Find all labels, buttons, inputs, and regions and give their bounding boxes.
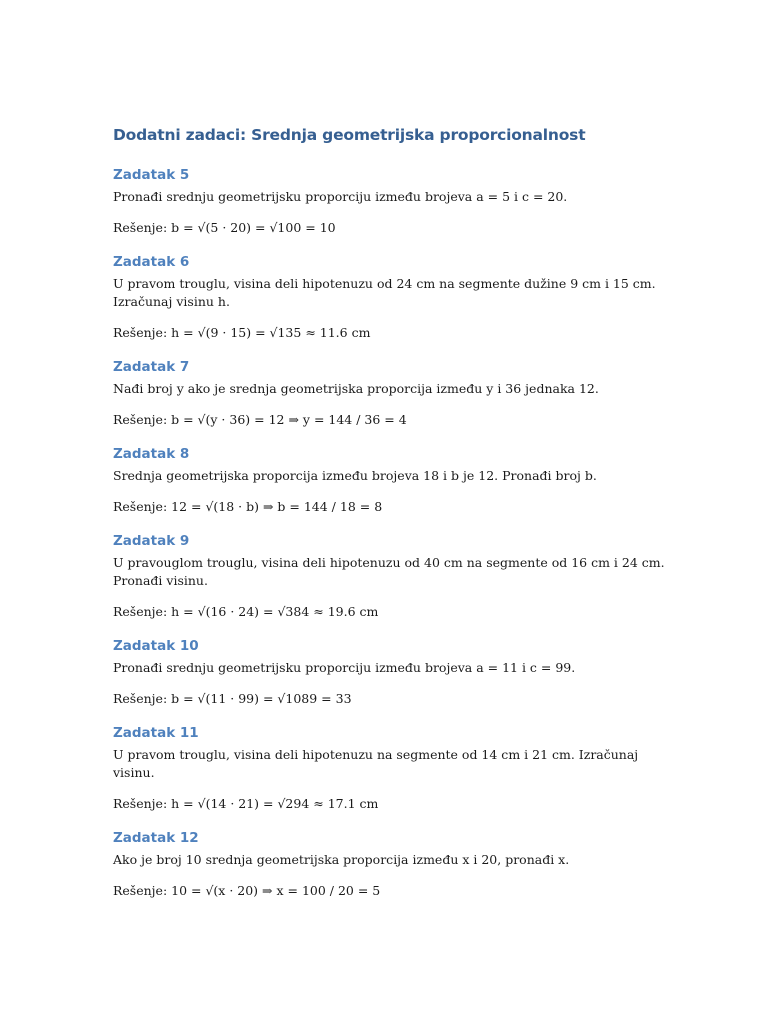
- task-heading: Zadatak 12: [113, 830, 199, 846]
- task-solution: Rešenje: b = √(y · 36) = 12 ⇒ y = 144 / 36 = 4: [113, 412, 407, 427]
- task-solution: Rešenje: h = √(14 · 21) = √294 ≈ 17.1 cm: [113, 796, 379, 811]
- task-6: [113, 253, 673, 342]
- document-body: [113, 124, 673, 916]
- task-solution: Rešenje: b = √(11 · 99) = √1089 = 33: [113, 691, 352, 706]
- task-text: Pronađi srednju geometrijsku proporciju između brojeva a = 11 i c = 99.: [113, 660, 576, 675]
- task-heading: Zadatak 10: [113, 638, 199, 654]
- task-solution: Rešenje: h = √(16 · 24) = √384 ≈ 19.6 cm: [113, 604, 379, 619]
- task-heading: Zadatak 5: [113, 167, 190, 183]
- task-heading: Zadatak 6: [113, 254, 190, 270]
- task-solution: Rešenje: 10 = √(x · 20) ⇒ x = 100 / 20 = 5: [113, 883, 381, 898]
- task-text: U pravom trouglu, visina deli hipotenuzu na segmente od 14 cm i 21 cm. Izračunaj visinu.: [113, 747, 639, 780]
- task-heading: Zadatak 7: [113, 359, 190, 375]
- task-text: U pravom trouglu, visina deli hipotenuzu od 24 cm na segmente dužine 9 cm i 15 cm. Izračunaj visinu h.: [113, 276, 656, 309]
- task-8: [113, 445, 673, 516]
- task-text: Pronađi srednju geometrijsku proporciju između brojeva a = 5 i c = 20.: [113, 189, 568, 204]
- task-11: [113, 724, 673, 813]
- task-heading: Zadatak 9: [113, 533, 190, 549]
- task-solution: Rešenje: h = √(9 · 15) = √135 ≈ 11.6 cm: [113, 325, 371, 340]
- task-10: [113, 637, 673, 708]
- task-text: U pravouglom trouglu, visina deli hipotenuzu od 40 cm na segmente od 16 cm i 24 cm. Pronađi visinu.: [113, 555, 665, 588]
- task-12: [113, 829, 673, 900]
- task-5: [113, 166, 673, 237]
- task-text: Nađi broj y ako je srednja geometrijska proporcija između y i 36 jednaka 12.: [113, 381, 599, 396]
- task-heading: Zadatak 8: [113, 446, 190, 462]
- task-7: [113, 358, 673, 429]
- task-solution: Rešenje: b = √(5 · 20) = √100 = 10: [113, 220, 336, 235]
- task-solution: Rešenje: 12 = √(18 · b) ⇒ b = 144 / 18 = 8: [113, 499, 383, 514]
- task-heading: Zadatak 11: [113, 725, 199, 741]
- task-text: Ako je broj 10 srednja geometrijska proporcija između x i 20, pronađi x.: [113, 852, 570, 867]
- document-title: Dodatni zadaci: Srednja geometrijska proporcionalnost: [113, 126, 586, 144]
- task-text: Srednja geometrijska proporcija između brojeva 18 i b je 12. Pronađi broj b.: [113, 468, 597, 483]
- task-9: [113, 532, 673, 621]
